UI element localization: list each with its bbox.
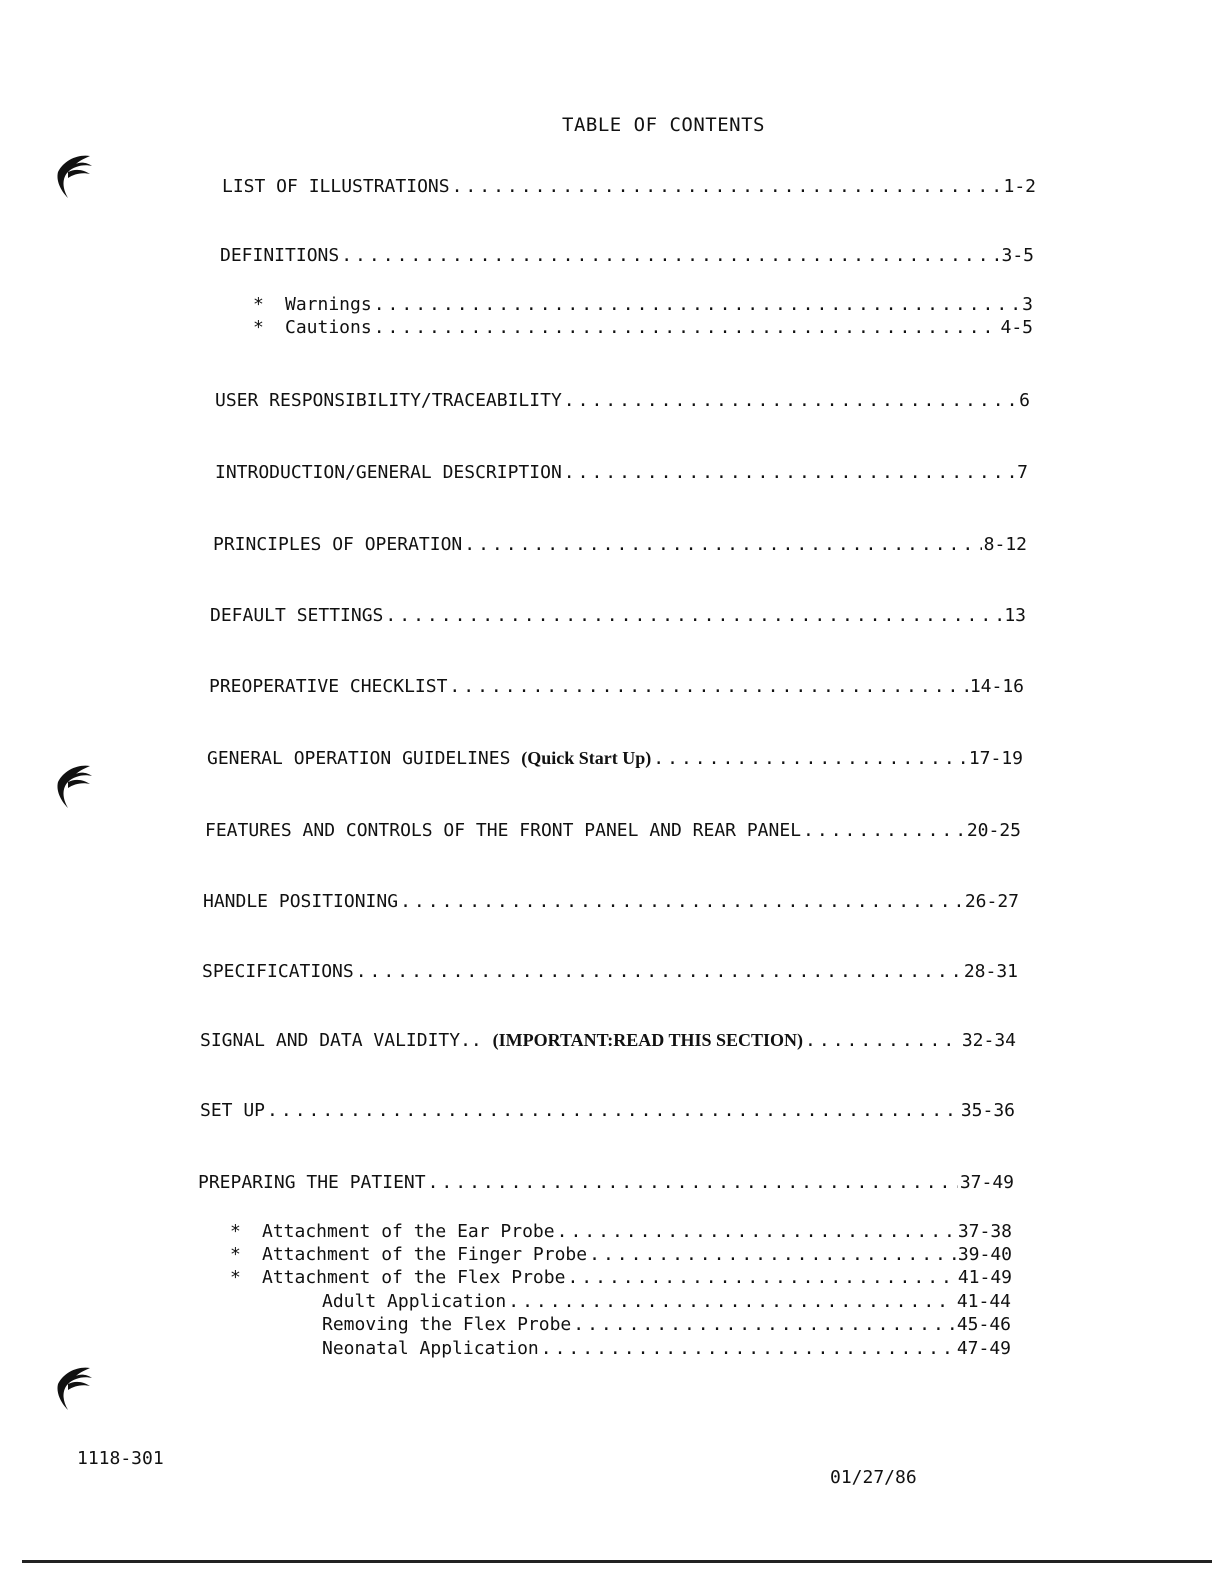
toc-entry-label: PRINCIPLES OF OPERATION: [213, 534, 463, 555]
toc-entry-introduction: [215, 462, 1028, 483]
bullet-star: *: [253, 294, 264, 315]
toc-leader-dots: [801, 820, 965, 841]
toc-entry-label: DEFAULT SETTINGS: [210, 605, 384, 626]
toc-entry-page: 37-38: [957, 1221, 1012, 1242]
toc-leader-dots: [587, 1244, 956, 1265]
toc-entry-page: 4-5: [1000, 317, 1033, 338]
toc-entry-page: 37-49: [959, 1172, 1014, 1193]
toc-entry-label: PREPARING THE PATIENT: [198, 1172, 426, 1193]
toc-entry-label: [253, 317, 372, 338]
toc-entry-page: 13: [1004, 605, 1026, 626]
toc-entry-page: 41-49: [957, 1267, 1012, 1288]
toc-entry-label: LIST OF ILLUSTRATIONS: [222, 176, 450, 197]
toc-entry-page: 3: [1022, 294, 1033, 315]
toc-leader-dots: [462, 534, 981, 555]
toc-entry-finger-probe: [230, 1244, 1012, 1265]
toc-leader-dots: [354, 961, 962, 982]
bottom-rule: [22, 1560, 1212, 1563]
toc-entry-preoperative-checklist: [209, 676, 1024, 697]
toc-entry-label: SET UP: [200, 1100, 266, 1121]
toc-leader-dots: [372, 317, 999, 338]
toc-leader-dots: [571, 1314, 955, 1335]
toc-entry-bold-note: (Quick Start Up): [521, 748, 652, 768]
toc-entry-page: 1-2: [1003, 176, 1036, 197]
toc-entry-label: USER RESPONSIBILITY/TRACEABILITY: [215, 390, 562, 411]
toc-leader-dots: [565, 1267, 955, 1288]
toc-entry-user-responsibility: [215, 390, 1030, 411]
toc-entry-signal-data-validity: [200, 1030, 1016, 1051]
toc-entry-label: INTRODUCTION/GENERAL DESCRIPTION: [215, 462, 562, 483]
toc-entry-text: GENERAL OPERATION GUIDELINES: [207, 748, 511, 769]
bullet-star: *: [230, 1244, 241, 1265]
toc-entry-handle-positioning: [203, 891, 1019, 912]
toc-entry-page: 7: [1017, 462, 1028, 483]
toc-entry-features-controls: [205, 820, 1021, 841]
toc-entry-page: 28-31: [963, 961, 1018, 982]
toc-entry-page: 32-34: [961, 1030, 1016, 1051]
toc-entry-text: Cautions: [285, 317, 372, 338]
toc-entry-label: SPECIFICATIONS: [202, 961, 354, 982]
toc-entry-page: 14-16: [969, 676, 1024, 697]
toc-entry-text: Attachment of the Flex Probe: [262, 1267, 566, 1288]
toc-entry-label: [230, 1221, 555, 1242]
bullet-star: *: [230, 1221, 241, 1242]
toc-entry-bold-note: (IMPORTANT:READ THIS SECTION): [492, 1030, 804, 1050]
toc-entry-text: Warnings: [285, 294, 372, 315]
toc-leader-dots: [506, 1291, 955, 1312]
toc-entry-label: FEATURES AND CONTROLS OF THE FRONT PANEL AND REAR PANEL: [205, 820, 802, 841]
page-title: TABLE OF CONTENTS: [562, 114, 765, 136]
toc-entry-page: 41-44: [956, 1291, 1011, 1312]
toc-leader-dots: [398, 891, 963, 912]
toc-entry-cautions: [253, 317, 1033, 338]
toc-leader-dots: [651, 748, 967, 769]
toc-entry-page: 3-5: [1001, 245, 1034, 266]
toc-leader-dots: [555, 1221, 956, 1242]
bullet-star: *: [230, 1267, 241, 1288]
toc-entry-principles: [213, 534, 1027, 555]
toc-entry-flex-probe: [230, 1267, 1012, 1288]
toc-entry-preparing-patient: [198, 1172, 1014, 1193]
toc-entry-label: PREOPERATIVE CHECKLIST: [209, 676, 448, 697]
toc-leader-dots: [450, 176, 1002, 197]
toc-leader-dots: [539, 1338, 955, 1359]
document-number: 1118-301: [77, 1448, 164, 1469]
toc-entry-label: [200, 1030, 803, 1051]
bird-logo-icon: [50, 1362, 94, 1418]
toc-leader-dots: [372, 294, 1020, 315]
toc-entry-specifications: [202, 961, 1018, 982]
toc-leader-dots: [447, 676, 967, 697]
toc-entry-page: 8-12: [983, 534, 1027, 555]
bird-logo-icon: [50, 760, 94, 816]
toc-entry-label: HANDLE POSITIONING: [203, 891, 399, 912]
toc-entry-label: [253, 294, 372, 315]
toc-leader-dots: [383, 605, 1002, 626]
toc-entry-page: 39-40: [957, 1244, 1012, 1265]
toc-entry-removing-flex-probe: [322, 1314, 1011, 1335]
toc-entry-text: Attachment of the Ear Probe: [262, 1221, 555, 1242]
toc-leader-dots: [562, 462, 1015, 483]
toc-leader-dots: [803, 1030, 960, 1051]
toc-entry-label: [230, 1267, 565, 1288]
toc-entry-general-operation: [207, 748, 1023, 769]
toc-entry-definitions: [220, 245, 1034, 266]
toc-entry-label: [230, 1244, 587, 1265]
toc-entry-adult-application: [322, 1291, 1011, 1312]
toc-entry-page: 17-19: [968, 748, 1023, 769]
toc-leader-dots: [339, 245, 999, 266]
toc-entry-label: Adult Application: [322, 1291, 507, 1312]
toc-leader-dots: [426, 1172, 958, 1193]
toc-leader-dots: [265, 1100, 959, 1121]
toc-entry-text: SIGNAL AND DATA VALIDITY..: [200, 1030, 482, 1051]
toc-entry-page: 6: [1019, 390, 1030, 411]
toc-entry-page: 35-36: [960, 1100, 1015, 1121]
toc-entry-page: 20-25: [966, 820, 1021, 841]
toc-leader-dots: [562, 390, 1017, 411]
toc-entry-label: Removing the Flex Probe: [322, 1314, 572, 1335]
toc-entry-ear-probe: [230, 1221, 1012, 1242]
toc-entry-list-of-illustrations: [222, 176, 1036, 197]
toc-entry-page: 47-49: [956, 1338, 1011, 1359]
bird-logo-icon: [50, 150, 94, 206]
toc-entry-label: DEFINITIONS: [220, 245, 340, 266]
toc-entry-warnings: [253, 294, 1033, 315]
toc-entry-label: [207, 748, 651, 769]
document-date: 01/27/86: [830, 1467, 917, 1488]
toc-entry-neonatal-application: [322, 1338, 1011, 1359]
toc-entry-page: 45-46: [956, 1314, 1011, 1335]
toc-entry-set-up: [200, 1100, 1015, 1121]
toc-entry-label: Neonatal Application: [322, 1338, 539, 1359]
bullet-star: *: [253, 317, 264, 338]
toc-entry-text: Attachment of the Finger Probe: [262, 1244, 588, 1265]
toc-entry-page: 26-27: [964, 891, 1019, 912]
toc-entry-default-settings: [210, 605, 1026, 626]
